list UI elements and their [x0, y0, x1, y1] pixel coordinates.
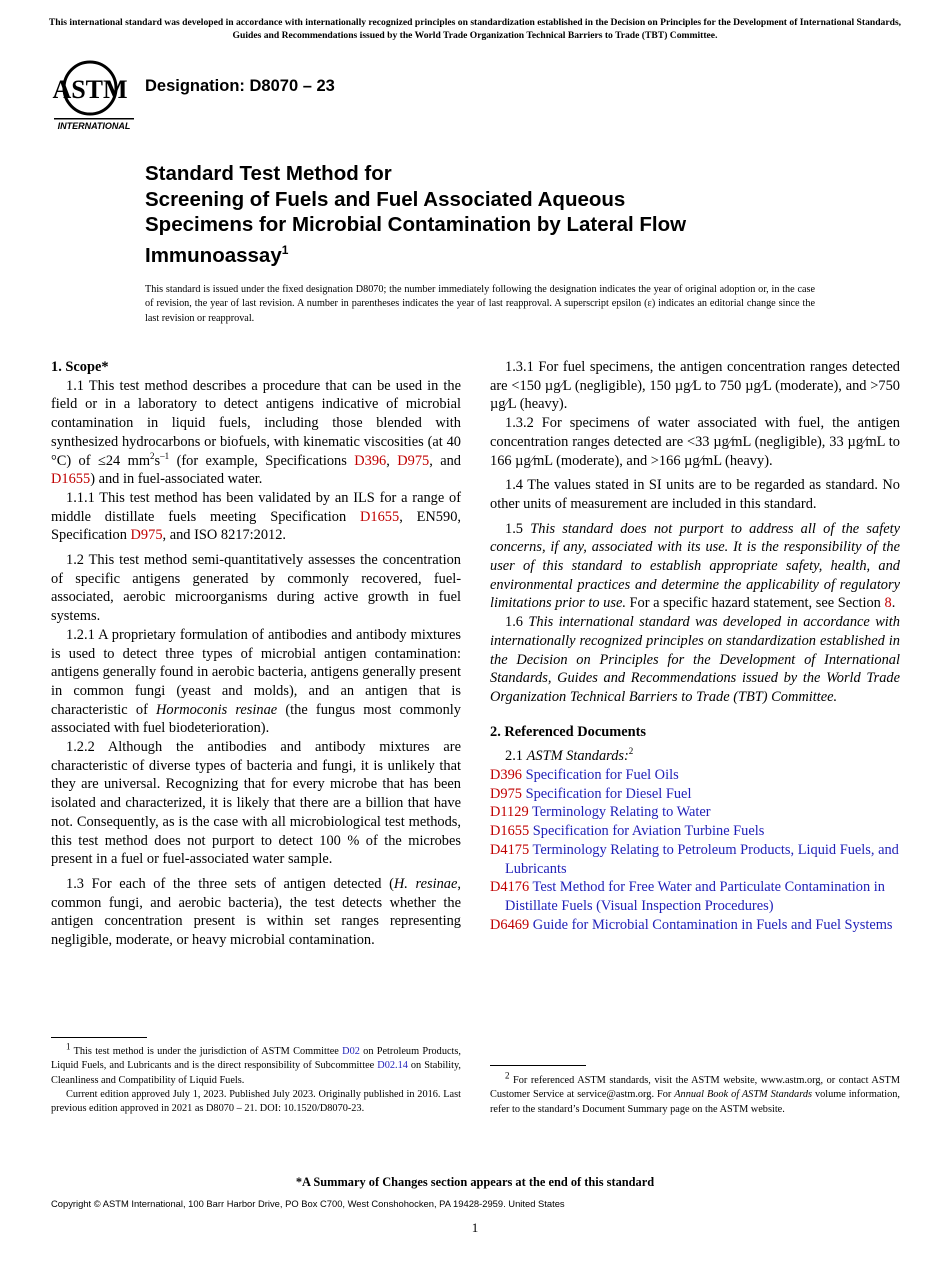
- ref-link-d975[interactable]: D975: [397, 452, 430, 469]
- footnote-rule-right: [490, 1065, 586, 1066]
- para-1-3-2: 1.3.2 For specimens of water associated with fuel, the antigen concentration ranges detected are <33 µg⁄mL (negligible), 33 µg⁄mL to 166 µg⁄mL (moderate), and >166 µg⁄mL (heavy).: [490, 415, 900, 469]
- header-notice: This international standard was developed in accordance with internationally recognized principles on standardization established in the Decision on Principles for the Development of International Standards, Guides and Recommendations issued by the World Trade Organization Technical Barriers to Trade (TBT) Committee.: [48, 17, 902, 41]
- title-line-2: Screening of Fuels and Fuel Associated Aqueous: [145, 187, 626, 211]
- copyright: Copyright © ASTM International, 100 Barr Harbor Drive, PO Box C700, West Conshohocken, PA 19428-2959. United States: [51, 1198, 565, 1209]
- issued-note: This standard is issued under the fixed designation D8070; the number immediately following the designation indicates the year of original adoption or, in the case of revision, the year of last revision. A number in parentheses indicates the year of last reapproval. A superscript epsilon (ε) indicates an editorial change since the last revision or reapproval.: [145, 284, 815, 324]
- page-number: 1: [471, 1220, 479, 1235]
- para-1-5: 1.5 This standard does not purport to address all of the safety concerns, if any, associated with its use. It is the responsibility of the user of this standard to establish appropriate safety, health, and environmental practices and determine the applicability of regulatory limitations prior to use. For a specific hazard statement, see Section 8.: [490, 520, 900, 612]
- reference-item[interactable]: D6469 Guide for Microbial Contamination in Fuels and Fuel Systems: [490, 916, 893, 933]
- reference-item[interactable]: D4176 Test Method for Free Water and Particulate Contamination in Distillate Fuels (Visual Inspection Procedures): [490, 879, 885, 914]
- reference-item[interactable]: D1129 Terminology Relating to Water: [490, 804, 711, 821]
- para-1-1-1: 1.1.1 This test method has been validated by an ILS for a range of middle distillate fuels meeting Specification D1655, EN590, Specification D975, and ISO 8217:2012.: [51, 489, 461, 544]
- section-8-link[interactable]: 8: [884, 595, 892, 612]
- footnote-rule-left: [51, 1037, 147, 1038]
- para-1-2: 1.2 This test method semi-quantitatively assesses the concentration of specific antigens generated by commonly recovered, fuel-associated, aerobic microorganisms during active growth in fuel systems.: [51, 552, 461, 625]
- footnote-1: $^1$ This test method is under the jurisdiction of ASTM Committee D02 on Petroleum Products, Liquid Fuels, and Lubricants and is the direct responsibility of Subcommittee D02.14 on Stability, Cleanliness and Compatibility of Liquid Fuels. Current edition approved July 1, 2023. Published July 2023. Originally published in 2016. Last previous edition approved in 2021 as D8070 – 21. DOI: 10.1520/D8070-23.: [51, 1041, 462, 1115]
- astm-logo: [52, 58, 136, 132]
- para-1-4: 1.4 The values stated in SI units are to be regarded as standard. No other units of measurement are included in this standard.: [490, 477, 900, 512]
- ref-link-d396[interactable]: D396: [354, 452, 387, 469]
- reference-item[interactable]: D1655 Specification for Aviation Turbine Fuels: [490, 823, 765, 840]
- para-1-1: 1.1 This test method describes a procedure that can be used in the field or in a laboratory to detect antigens indicative of microbial contamination in liquid fuels, including those blended with synthesized hydrocarbons or biofuels, with kinematic viscosities (at 40 °C) of ≤24 $mm^2s^{-1}$ (for example, Specifications D396, D975, and D1655) and in fuel-associated water.: [51, 377, 462, 488]
- section-1-heading: 1. Scope*: [51, 359, 109, 375]
- ref-link-d1655-b[interactable]: D1655: [360, 508, 400, 525]
- designation: Designation: D8070 – 23: [145, 77, 335, 95]
- para-1-3-1: 1.3.1 For fuel specimens, the antigen concentration ranges detected are <150 µg⁄L (negligible), 150 µg⁄L to 750 µg⁄L (moderate), and >750 µg⁄L (heavy).: [490, 359, 900, 413]
- para-2-1: 2.1 ASTM Standards:$^2$: [505, 746, 634, 765]
- ref-link-d1655[interactable]: D1655: [51, 471, 91, 488]
- summary-of-changes-note: *A Summary of Changes section appears at the end of this standard: [295, 1175, 655, 1189]
- document-title: [145, 161, 845, 268]
- title-line-1: Standard Test Method for: [145, 162, 392, 185]
- right-column: [490, 358, 900, 934]
- logo-subtext: INTERNATIONAL: [57, 121, 131, 131]
- left-column: [51, 358, 461, 950]
- ref-link-d975-b[interactable]: D975: [130, 527, 163, 544]
- para-1-2-1: 1.2.1 A proprietary formulation of antibodies and antibody mixtures is used to detect three types of microbial antigen contamination: antigens generally found in aerobic bacteria, antigens generally present in common fungi (yeast and molds), and an antigen that is characteristic of Hormoconis resinae (the fungus most commonly associated with fuel biodeterioration).: [51, 626, 461, 737]
- reference-item[interactable]: D396 Specification for Fuel Oils: [490, 767, 679, 784]
- title-line-3: Specimens for Microbial Contamination by Lateral Flow: [145, 213, 687, 236]
- para-1-6: 1.6 This international standard was developed in accordance with internationally recognized principles on standardization established in the Decision on Principles for the Development of International Standards, Guides and Recommendations issued by the World Trade Organization Technical Barriers to Trade (TBT) Committee.: [490, 614, 900, 705]
- para-1-2-2: 1.2.2 Although the antibodies and antibody mixtures are characteristic of diverse types of bacteria and fungi, it is unlikely that they are universal. Recognizing that for every microbe that has been isolated and characterized, it is likely that there are a billion that have not. Consequently, as is the case with all microbiological test methods, this test method does not purport to detect 100 % of the microbes present in a fuel or fuel-associated water sample.: [51, 739, 461, 868]
- footnote-2: $^2$ For referenced ASTM standards, visit the ASTM website, www.astm.org, or contact ASTM Customer Service at service@astm.org. For Annual Book of ASTM Standards volume information, refer to the standard’s Document Summary page on the ASTM website.: [490, 1070, 900, 1115]
- title-line-4: Immunoassay$^1$: [145, 242, 289, 267]
- logo-text: ASTM: [52, 75, 128, 104]
- subcommittee-link[interactable]: D02.14: [377, 1060, 408, 1072]
- title-footnote-mark[interactable]: 1: [281, 242, 289, 257]
- astm-logo-icon: [52, 58, 136, 132]
- reference-item[interactable]: D4175 Terminology Relating to Petroleum Products, Liquid Fuels, and Lubricants: [490, 841, 899, 877]
- committee-d02-link[interactable]: D02: [342, 1046, 360, 1057]
- reference-item[interactable]: D975 Specification for Diesel Fuel: [490, 785, 692, 802]
- para-1-3: 1.3 For each of the three sets of antigen detected (H. resinae, common fungi, and aerobic bacteria), the test detects whether the antigen concentration present is within set ranges representing negligible, moderate, or heavy microbial contamination.: [51, 875, 461, 949]
- reference-list: [490, 766, 900, 934]
- section-2-heading: 2. Referenced Documents: [490, 723, 646, 740]
